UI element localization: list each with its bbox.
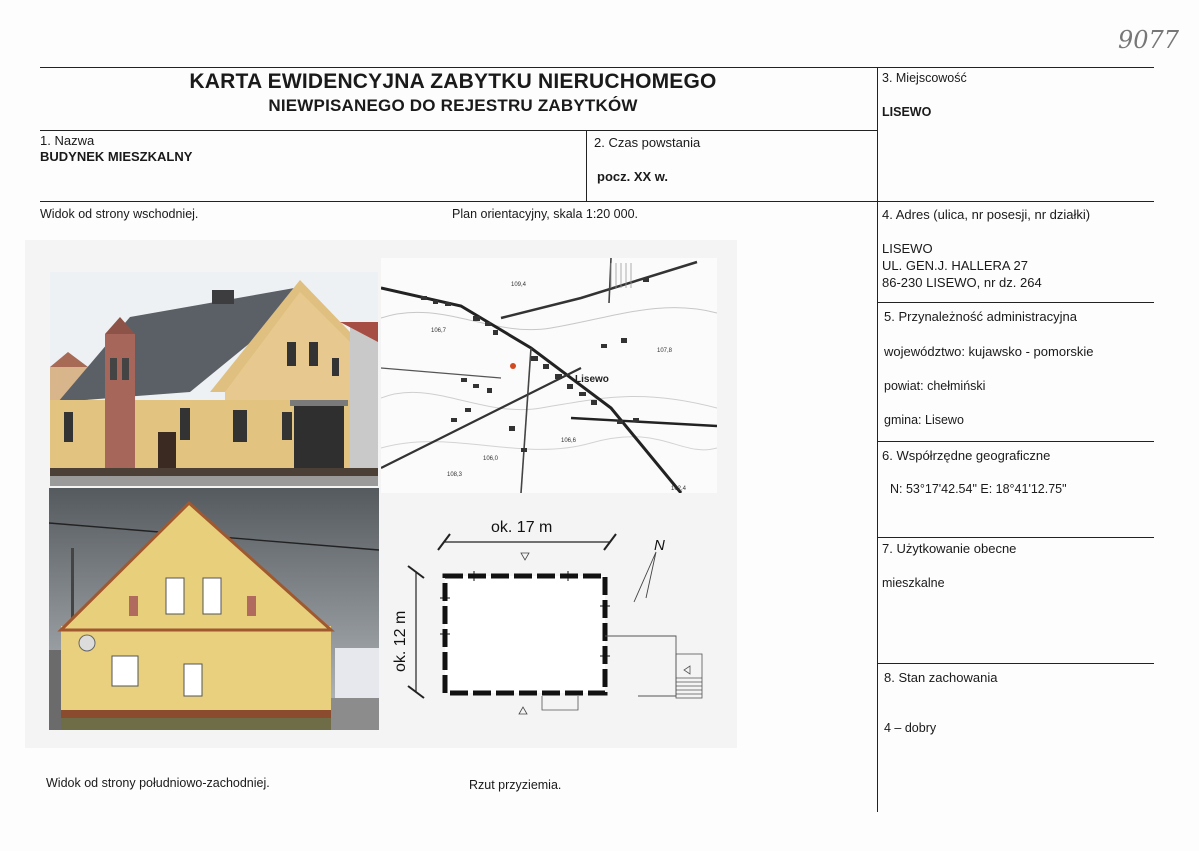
coords-bottom-line	[878, 537, 1154, 538]
caption-floor-plan: Rzut przyziemia.	[469, 778, 562, 792]
caption-view-southwest: Widok od strony południowo-zachodniej.	[46, 776, 270, 790]
time-value: pocz. XX w.	[597, 169, 669, 184]
time-label: 2. Czas powstania	[594, 135, 701, 150]
north-arrow-label: N	[654, 537, 665, 554]
archive-code: 9077	[1118, 26, 1180, 54]
map-spot-height: 107,8	[657, 348, 673, 354]
map-town-label: Lisewo	[575, 374, 609, 385]
title-bottom-line	[40, 130, 877, 131]
place-label: 3. Miejscowość	[882, 71, 967, 85]
coords-label: 6. Współrzędne geograficzne	[882, 448, 1051, 463]
time-field-divider	[586, 130, 587, 201]
usage-value: mieszkalne	[882, 576, 945, 590]
usage-bottom-line	[878, 663, 1154, 664]
admin-county: powiat: chełmiński	[884, 379, 986, 393]
admin-voivodeship: województwo: kujawsko - pomorskie	[884, 344, 1094, 359]
place-value: LISEWO	[882, 105, 932, 119]
condition-value: 4 – dobry	[884, 721, 937, 735]
location-map	[381, 258, 717, 493]
main-column-divider	[877, 67, 878, 812]
address-line-1: LISEWO	[882, 241, 933, 256]
addr-bottom-line	[878, 302, 1154, 303]
usage-label: 7. Użytkowanie obecne	[882, 541, 1017, 556]
coords-value: N: 53°17'42.54" E: 18°41'12.75"	[890, 482, 1067, 496]
row1-bottom-line	[40, 201, 1154, 202]
name-value: BUDYNEK MIESZKALNY	[40, 149, 193, 164]
admin-bottom-line	[878, 441, 1154, 442]
admin-commune: gmina: Lisewo	[884, 413, 964, 427]
map-spot-height: 106,7	[431, 328, 447, 334]
address-line-2: UL. GEN.J. HALLERA 27	[882, 258, 1028, 273]
photo-southwest-view	[49, 488, 379, 730]
caption-plan: Plan orientacyjny, skala 1:20 000.	[452, 207, 638, 221]
map-spot-height: 106,0	[483, 456, 499, 462]
address-label: 4. Adres (ulica, nr posesji, nr działki)	[882, 207, 1091, 222]
map-spot-height: 108,3	[447, 472, 463, 478]
map-spot-height: 109,4	[511, 282, 527, 288]
frame-top-line	[40, 67, 1154, 68]
depth-dimension-label: ok. 12 m	[392, 610, 409, 672]
name-label: 1. Nazwa	[40, 133, 95, 148]
condition-label: 8. Stan zachowania	[884, 670, 998, 685]
width-dimension-label: ok. 17 m	[491, 519, 553, 536]
caption-view-east: Widok od strony wschodniej.	[40, 207, 199, 221]
address-line-3: 86-230 LISEWO, nr dz. 264	[882, 275, 1042, 290]
map-spot-height: 102,4	[671, 486, 687, 492]
admin-label: 5. Przynależność administracyjna	[884, 309, 1077, 324]
map-spot-height: 106,6	[561, 438, 577, 444]
card-title: KARTA EWIDENCYJNA ZABYTKU NIERUCHOMEGO	[189, 70, 717, 93]
photo-east-view	[50, 272, 378, 486]
card-subtitle: NIEWPISANEGO DO REJESTRU ZABYTKÓW	[268, 96, 638, 115]
floor-plan	[388, 506, 728, 738]
